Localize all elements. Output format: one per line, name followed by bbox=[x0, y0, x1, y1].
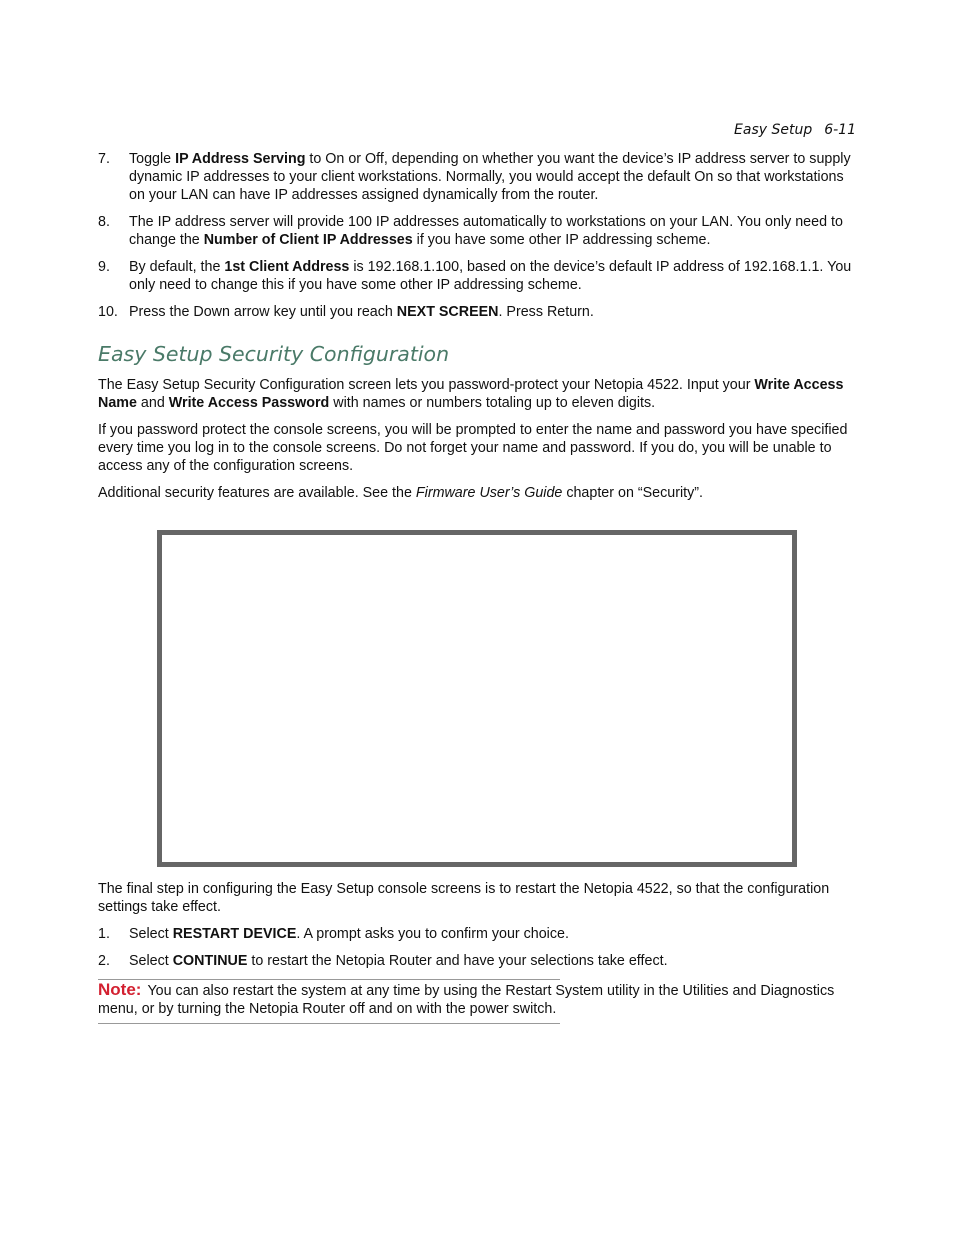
step-keyword: Number of Client IP Addresses bbox=[203, 232, 413, 248]
page-number: 6-11 bbox=[824, 122, 856, 138]
step-keyword: 1st Client Address bbox=[224, 259, 350, 275]
header-section: Easy Setup bbox=[734, 122, 813, 138]
page-content bbox=[98, 150, 856, 1024]
field-name-write-access-name: Write Access Name bbox=[98, 377, 844, 411]
step-text: The IP address server will provide 100 IP addresses automatically to workstations on your LAN. You only need to change the bbox=[129, 214, 843, 248]
para-text: The Easy Setup Security Configuration screen lets you password-protect your Netopia 4522. Input your bbox=[98, 377, 755, 393]
para-text: with names or numbers totaling up to eleven digits. bbox=[329, 395, 656, 411]
list-item bbox=[98, 258, 856, 294]
step-text: Press the Down arrow key until you reach bbox=[129, 304, 397, 320]
step-text: to On or Off, depending on whether you want the device’s IP address server to supply dynamic IP addresses to your client workstations. Normally, you would accept the default On so that workstations on your LAN can have IP addresses assigned dynamically from the router. bbox=[129, 151, 851, 203]
restart-paragraph: The final step in configuring the Easy Setup console screens is to restart the Netopia 4522, so that the configuration settings take effect. bbox=[98, 881, 830, 915]
note-box bbox=[98, 979, 835, 1024]
note-text: You can also restart the system at any time by using the Restart System utility in the Utilities and Diagnostics menu, or by turning the Netopia Router off and on with the power switch. bbox=[98, 983, 835, 1017]
para-text: and bbox=[136, 395, 169, 411]
step-keyword: CONTINUE bbox=[172, 953, 248, 969]
list-item bbox=[98, 925, 856, 943]
note-label: Note: bbox=[98, 980, 142, 999]
list-item bbox=[98, 303, 856, 321]
list-item bbox=[98, 150, 856, 204]
step-keyword: RESTART DEVICE bbox=[172, 926, 297, 942]
para-text: chapter on “Security”. bbox=[562, 485, 704, 501]
field-name-write-access-password: Write Access Password bbox=[168, 395, 330, 411]
intro-paragraph bbox=[98, 376, 856, 412]
step-text: . Press Return. bbox=[498, 304, 594, 320]
step-text: . A prompt asks you to confirm your choice. bbox=[296, 926, 569, 942]
step-number: 8. bbox=[98, 214, 110, 230]
note-body bbox=[98, 981, 856, 1018]
list-item bbox=[98, 952, 856, 970]
step-number: 2. bbox=[98, 953, 110, 969]
step-text: Select bbox=[129, 926, 173, 942]
step-number: 10. bbox=[98, 304, 118, 320]
step-text: is 192.168.1.100, based on the device’s default IP address of 192.168.1.1. You only need to change this if you have some other IP addressing scheme. bbox=[129, 259, 852, 293]
step-text: Select bbox=[129, 953, 173, 969]
step-number: 1. bbox=[98, 926, 110, 942]
steps-list-top bbox=[98, 150, 856, 321]
step-text: if you have some other IP addressing scheme. bbox=[412, 232, 711, 248]
step-number: 9. bbox=[98, 259, 110, 275]
running-header bbox=[734, 121, 856, 139]
console-screen-figure bbox=[157, 530, 797, 867]
security-reference-paragraph bbox=[98, 484, 856, 502]
step-text: to restart the Netopia Router and have your selections take effect. bbox=[247, 953, 668, 969]
step-keyword: NEXT SCREEN bbox=[396, 304, 499, 320]
step-number: 7. bbox=[98, 151, 110, 167]
step-text: By default, the bbox=[129, 259, 225, 275]
list-item bbox=[98, 213, 856, 249]
para-text: Additional security features are available. See the bbox=[98, 485, 416, 501]
step-text: Toggle bbox=[129, 151, 176, 167]
step-keyword: IP Address Serving bbox=[175, 151, 306, 167]
guide-title: Firmware User’s Guide bbox=[415, 485, 563, 501]
section-title: Easy Setup Security Configuration bbox=[98, 342, 450, 366]
password-warning-paragraph: If you password protect the console screens, you will be prompted to enter the name and password you have specified every time you log in to the console screens. Do not forget your name and password. If you do, you will be unable to access any of the configuration screens. bbox=[98, 422, 848, 474]
steps-list-bottom bbox=[98, 925, 856, 970]
